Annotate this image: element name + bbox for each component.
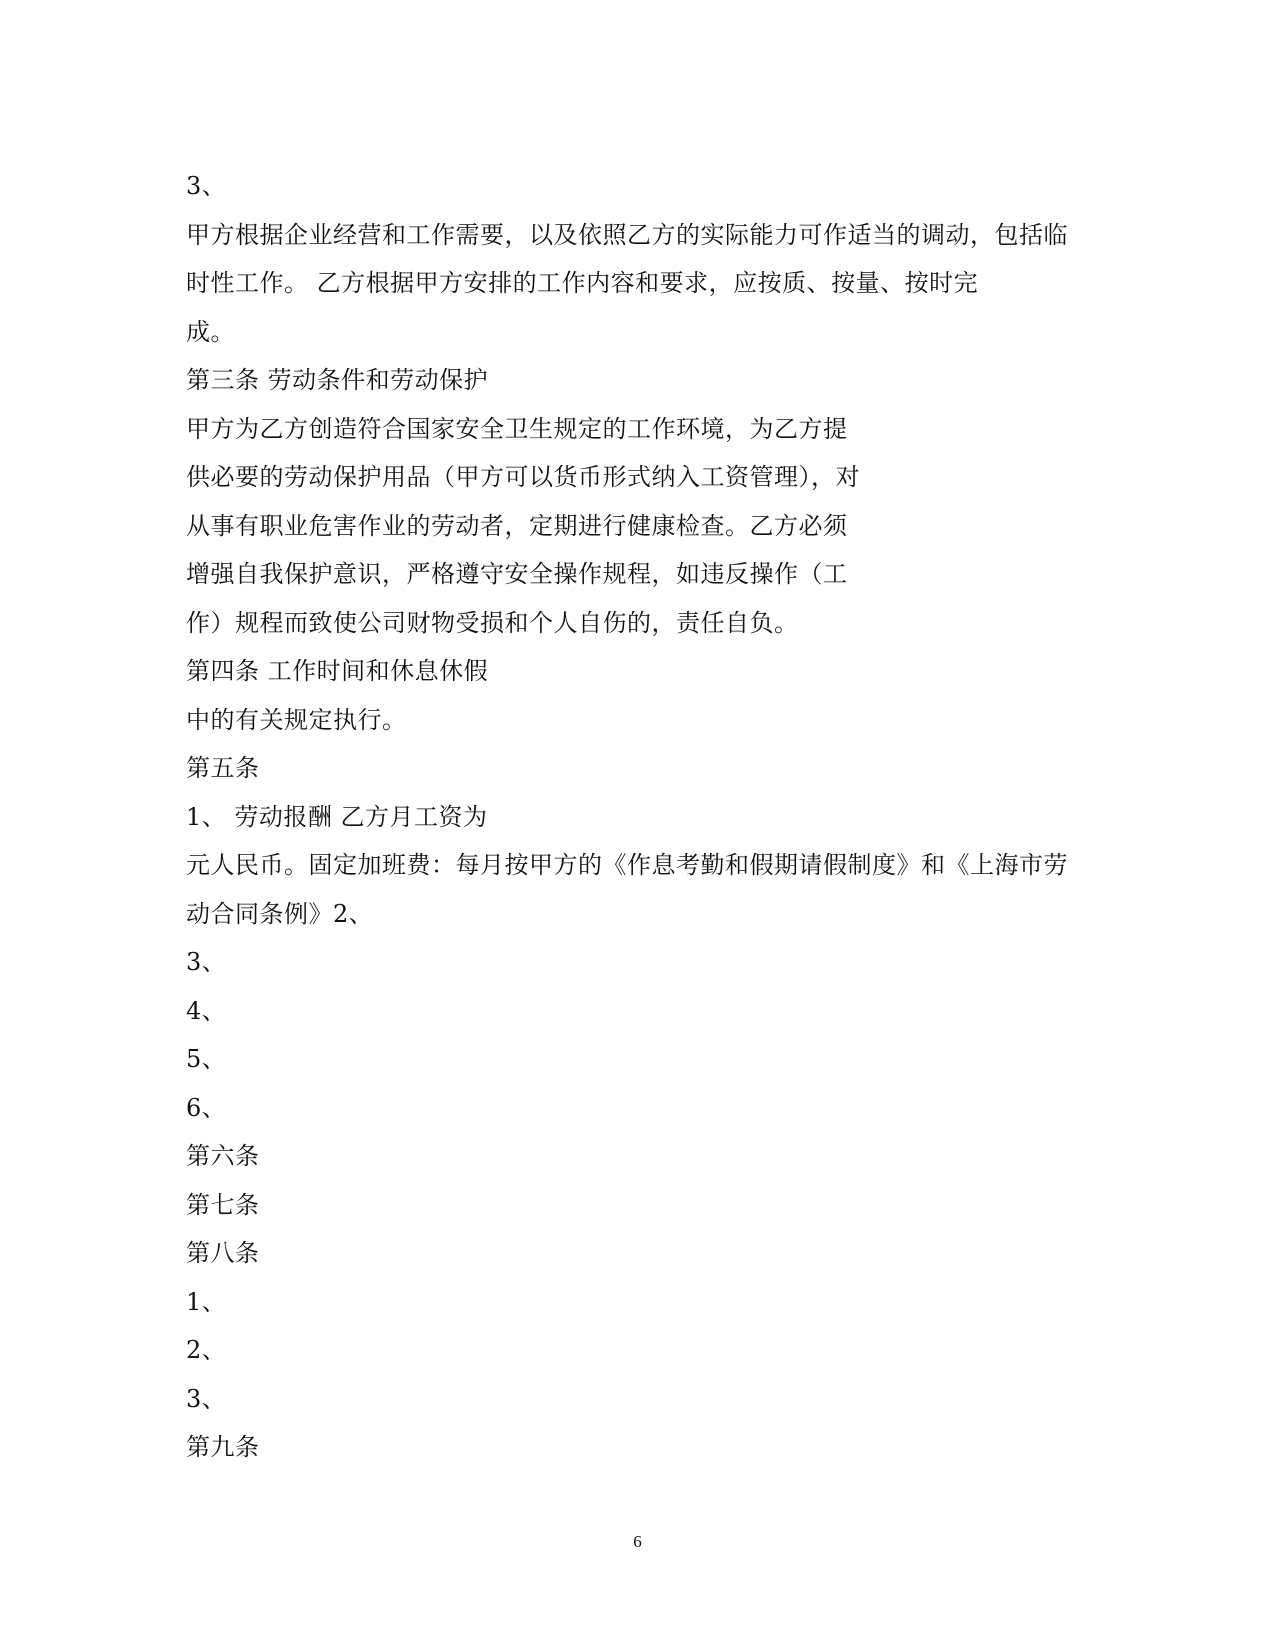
text-line: 时性工作。 乙方根据甲方安排的工作内容和要求，应按质、按量、按时完: [186, 269, 979, 297]
section-heading: 第四条 工作时间和休息休假: [186, 657, 489, 685]
text-line: 甲方根据企业经营和工作需要，以及依照乙方的实际能力可作适当的调动，包括临: [186, 220, 1068, 249]
text-line: 作）规程而致使公司财物受损和个人自伤的，责任自负。: [186, 608, 799, 637]
section-heading: 第三条 劳动条件和劳动保护: [186, 366, 489, 394]
list-item: 5、: [186, 1045, 227, 1073]
list-item: 4、: [186, 996, 227, 1025]
section-heading: 第七条: [186, 1190, 260, 1219]
section-heading: 第九条: [186, 1433, 260, 1461]
list-item: 2、: [186, 1336, 227, 1364]
page-number: 6: [633, 1532, 642, 1551]
text-line: 中的有关规定执行。: [186, 705, 407, 734]
text-line: 从事有职业危害作业的劳动者，定期进行健康检查。乙方必须: [186, 511, 848, 540]
section-heading: 第五条: [186, 754, 260, 782]
text-line: 增强自我保护意识，严格遵守安全操作规程，如违反操作（工: [186, 560, 848, 588]
list-item: 3、: [186, 1384, 227, 1413]
section-heading: 第六条: [186, 1142, 260, 1170]
text-line: 动合同条例》2、: [186, 899, 374, 928]
text-line: 1、 劳动报酬 乙方月工资为: [186, 802, 488, 831]
text-line: 供必要的劳动保护用品（甲方可以货币形式纳入工资管理），对: [186, 463, 860, 491]
text-line: 3、: [186, 172, 227, 200]
text-line: 元人民币。固定加班费：每月按甲方的《作息考勤和假期请假制度》和《上海市劳: [186, 851, 1068, 879]
list-item: 6、: [186, 1093, 227, 1122]
text-line: 成。: [186, 317, 235, 346]
text-line: 甲方为乙方创造符合国家安全卫生规定的工作环境，为乙方提: [186, 414, 848, 443]
list-item: 1、: [186, 1287, 227, 1316]
section-heading: 第八条: [186, 1239, 260, 1267]
document-body: [186, 162, 1096, 1472]
list-item: 3、: [186, 948, 227, 976]
